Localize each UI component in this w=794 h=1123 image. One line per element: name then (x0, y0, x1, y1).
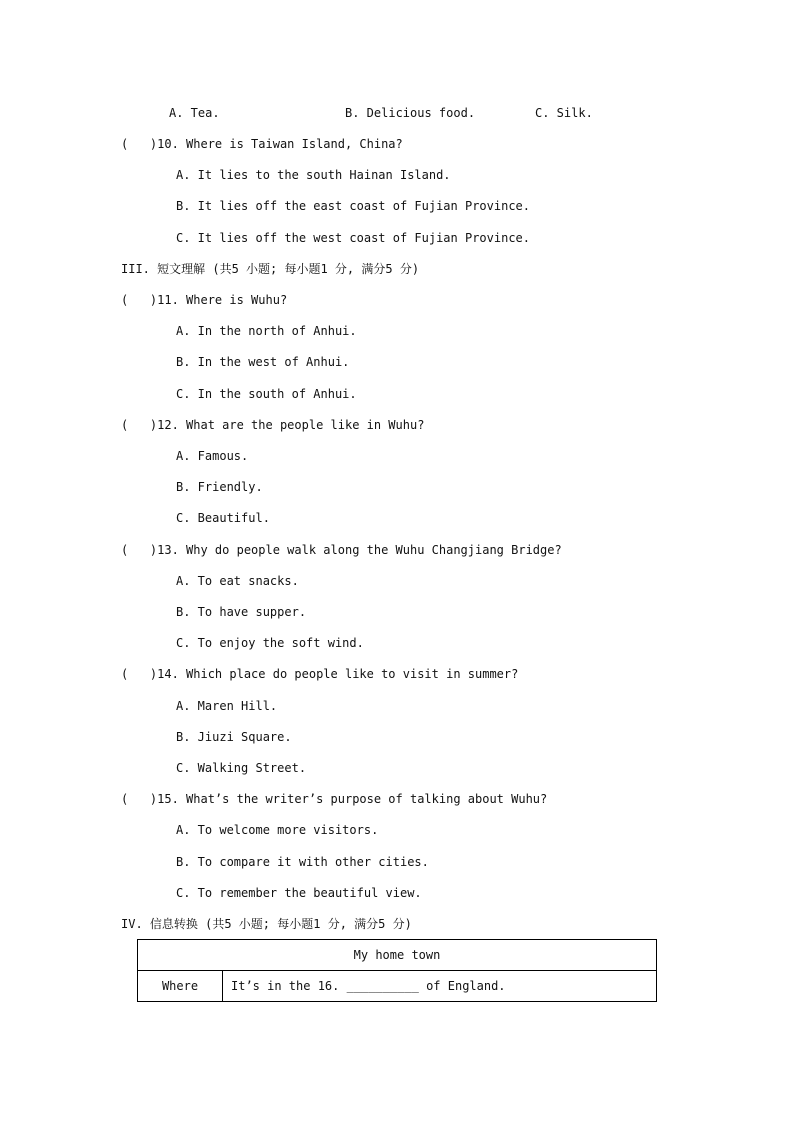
q14-option-b: B. Jiuzi Square. (176, 730, 292, 744)
q13-option-a: A. To eat snacks. (176, 574, 299, 588)
q12-option-b: B. Friendly. (176, 480, 263, 494)
table-row-label: Where (138, 971, 223, 1002)
section-4-heading: IV. 信息转换 (共5 小题; 每小题1 分, 满分5 分) (121, 917, 412, 931)
q10-option-b: B. It lies off the east coast of Fujian Province. (176, 199, 531, 213)
q11-option-c: C. In the south of Anhui. (176, 387, 357, 401)
question-stem-10: ( )10. Where is Taiwan Island, China? (121, 137, 403, 151)
q10-option-c: C. It lies off the west coast of Fujian Province. (176, 231, 531, 245)
q9-option-c: C. Silk. (535, 106, 593, 120)
q12-option-c: C. Beautiful. (176, 511, 270, 525)
question-stem-13: ( )13. Why do people walk along the Wuhu Changjiang Bridge? (121, 543, 562, 557)
question-stem-14: ( )14. Which place do people like to visit in summer? (121, 667, 519, 681)
question-stem-15: ( )15. What’s the writer’s purpose of talking about Wuhu? (121, 792, 548, 806)
question-stem-12: ( )12. What are the people like in Wuhu? (121, 418, 425, 432)
table-row (138, 971, 657, 1002)
q13-option-c: C. To enjoy the soft wind. (176, 636, 364, 650)
q9-option-a: A. Tea. (169, 106, 220, 120)
q14-option-a: A. Maren Hill. (176, 699, 278, 713)
q15-option-c: C. To remember the beautiful view. (176, 886, 422, 900)
table-title: My home town (138, 940, 657, 971)
table-title-row (138, 940, 657, 971)
info-table (137, 939, 657, 1002)
q10-option-a: A. It lies to the south Hainan Island. (176, 168, 451, 182)
q15-option-a: A. To welcome more visitors. (176, 823, 379, 837)
q11-option-b: B. In the west of Anhui. (176, 355, 350, 369)
section-3-heading: III. 短文理解 (共5 小题; 每小题1 分, 满分5 分) (121, 262, 420, 276)
q11-option-a: A. In the north of Anhui. (176, 324, 357, 338)
q14-option-c: C. Walking Street. (176, 761, 307, 775)
q9-option-b: B. Delicious food. (345, 106, 476, 120)
q15-option-b: B. To compare it with other cities. (176, 855, 429, 869)
table-row-content: It’s in the 16. __________ of England. (223, 971, 657, 1002)
question-stem-11: ( )11. Where is Wuhu? (121, 293, 288, 307)
q13-option-b: B. To have supper. (176, 605, 307, 619)
q12-option-a: A. Famous. (176, 449, 249, 463)
